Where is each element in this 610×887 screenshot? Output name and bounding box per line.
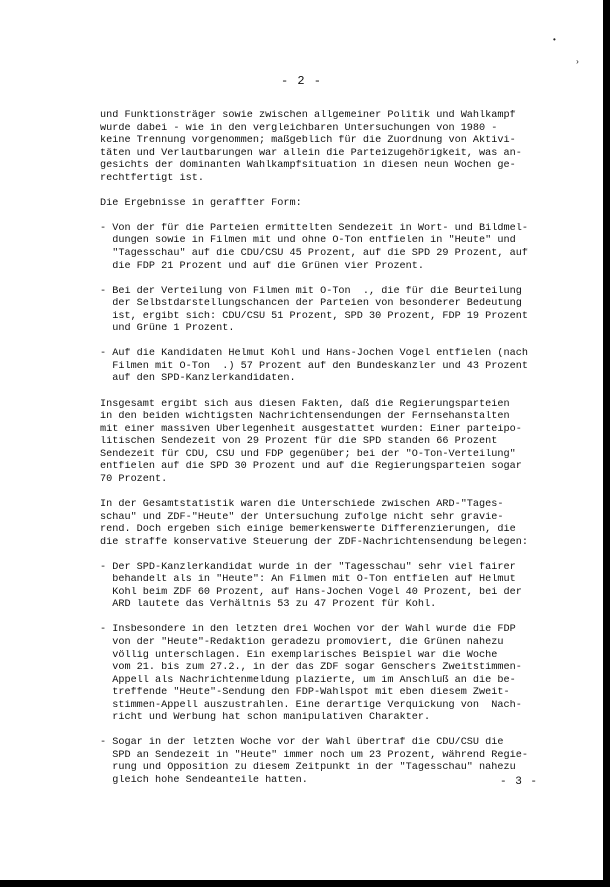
bullet-item (100, 562, 560, 612)
text-line: gleich hohe Sendeanteile hatten. (100, 774, 308, 786)
text-line: Sendezeit für CDU, CSU und FDP gegenüber; bei der "O-Ton-Verteilung" (100, 448, 516, 460)
bullet-item (100, 737, 560, 787)
text-line: der Selbstdarstellungschancen der Parteien von besonderer Bedeutung (100, 298, 522, 310)
text-line: Insgesamt ergibt sich aus diesen Fakten, daß die Regierungsparteien (100, 398, 510, 410)
text-line: dungen sowie in Filmen mit und ohne O-Ton entfielen in "Heute" und (100, 235, 516, 247)
text-line: wurde dabei - wie in den vergleichbaren Untersuchungen von 1980 - (100, 122, 498, 134)
text-line: "Tagesschau" auf die CDU/CSU 45 Prozent, auf die SPD 29 Prozent, auf (100, 248, 528, 260)
text-line: In der Gesamtstatistik waren die Unterschiede zwischen ARD-"Tages- (100, 498, 504, 510)
text-line: die straffe konservative Steuerung der ZDF-Nachrichtensendung belegen: (100, 536, 528, 548)
summary-paragraph (100, 399, 560, 487)
text-line: - Auf die Kandidaten Helmut Kohl und Hans-Jochen Vogel entfielen (nach (100, 348, 528, 360)
text-line: gesichts der dominanten Wahlkampfsituation in diesen neun Wochen ge- (100, 160, 516, 172)
bullet-item (100, 348, 560, 386)
text-line: mit einer massiven Überlegenheit ausgestattet wurden: Einer parteipo- (100, 423, 522, 435)
text-line: keine Trennung vorgenommen; maßgeblich für die Zuordnung von Aktivi- (100, 135, 516, 147)
text-line: - Von der für die Parteien ermittelten Sendezeit in Wort- und Bildmel- (100, 222, 528, 234)
text-line: ARD lautete das Verhältnis 53 zu 47 Prozent für Kohl. (100, 599, 437, 611)
text-line: - Der SPD-Kanzlerkandidat wurde in der "Tagesschau" sehr viel fairer (100, 561, 516, 573)
text-line: Filmen mit O-Ton .) 57 Prozent auf den Bundeskanzler und 43 Prozent (100, 360, 528, 372)
results-heading: Die Ergebnisse in geraffter Form: (100, 197, 302, 209)
scan-border (603, 0, 610, 887)
text-line: entfielen auf die SPD 30 Prozent und auf die Regierungsparteien sogar (100, 461, 522, 473)
text-line: von der "Heute"-Redaktion geradezu promoviert, die Grünen nahezu (100, 636, 504, 648)
text-line: rung und Opposition zu diesem Zeitpunkt in der "Tagesschau" nahezu (100, 762, 516, 774)
text-line: in den beiden wichtigsten Nachrichtensendungen der Fernsehanstalten (100, 411, 510, 423)
bullet-item (100, 286, 560, 336)
text-line: und Funktionsträger sowie zwischen allgemeiner Politik und Wahlkampf (100, 110, 516, 121)
text-line: behandelt als in "Heute": An Filmen mit O-Ton entfielen auf Helmut (100, 574, 516, 586)
text-line: vom 21. bis zum 27.2., in der das ZDF sogar Genschers Zweitstimmen- (100, 662, 522, 674)
text-line: völlig unterschlagen. Ein exemplarisches Beispiel war die Woche (100, 649, 498, 661)
text-line: und Grüne 1 Prozent. (100, 323, 235, 335)
text-line: rend. Doch ergeben sich einige bemerkenswerte Differenzierungen, die (100, 524, 516, 536)
text-line: Kohl beim ZDF 60 Prozent, auf Hans-Jochen Vogel 40 Prozent, bei der (100, 586, 522, 598)
document-body (100, 110, 560, 788)
text-line: rechtfertigt ist. (100, 172, 204, 184)
scan-border (0, 880, 610, 887)
text-line: SPD an Sendezeit in "Heute" immer noch um 23 Prozent, während Regie- (100, 749, 528, 761)
text-line: litischen Sendezeit von 29 Prozent für die SPD standen 66 Prozent (100, 436, 498, 448)
text-line: schau" und ZDF-"Heute" der Untersuchung zufolge nicht sehr gravie- (100, 511, 504, 523)
bullet-item (100, 624, 560, 724)
text-line: stimmen-Appell auszustrahlen. Eine derartige Verquickung von Nach- (100, 699, 522, 711)
overall-paragraph (100, 499, 560, 549)
text-line: Appell als Nachrichtenmeldung plazierte, um im Anschluß an die be- (100, 674, 516, 686)
page-number: - 2 - (280, 74, 322, 88)
text-line: - Bei der Verteilung von Filmen mit O-Ton ., die für die Beurteilung (100, 285, 522, 297)
bullet-item (100, 223, 560, 273)
text-line: ist, ergibt sich: CDU/CSU 51 Prozent, SPD 30 Prozent, FDP 19 Prozent (100, 310, 528, 322)
text-line: - Sogar in der letzten Woche vor der Wahl übertraf die CDU/CSU die (100, 737, 504, 749)
intro-paragraph (100, 110, 560, 185)
text-line: täten und Verlautbarungen war allein die Parteizugehörigkeit, was an- (100, 147, 522, 159)
scan-speck: • (552, 36, 557, 45)
text-line: treffende "Heute"-Sendung den FDP-Wahlspot mit eben diesem Zweit- (100, 687, 510, 699)
next-page-marker: - 3 - (500, 776, 539, 788)
scan-speck: › (575, 58, 580, 67)
text-line: auf den SPD-Kanzlerkandidaten. (100, 373, 296, 385)
text-line: die FDP 21 Prozent und auf die Grünen vier Prozent. (100, 260, 425, 272)
text-line: richt und Werbung hat schon manipulativen Charakter. (100, 712, 431, 724)
text-line: 70 Prozent. (100, 473, 168, 485)
text-line: - Insbesondere in den letzten drei Wochen vor der Wahl wurde die FDP (100, 624, 516, 636)
